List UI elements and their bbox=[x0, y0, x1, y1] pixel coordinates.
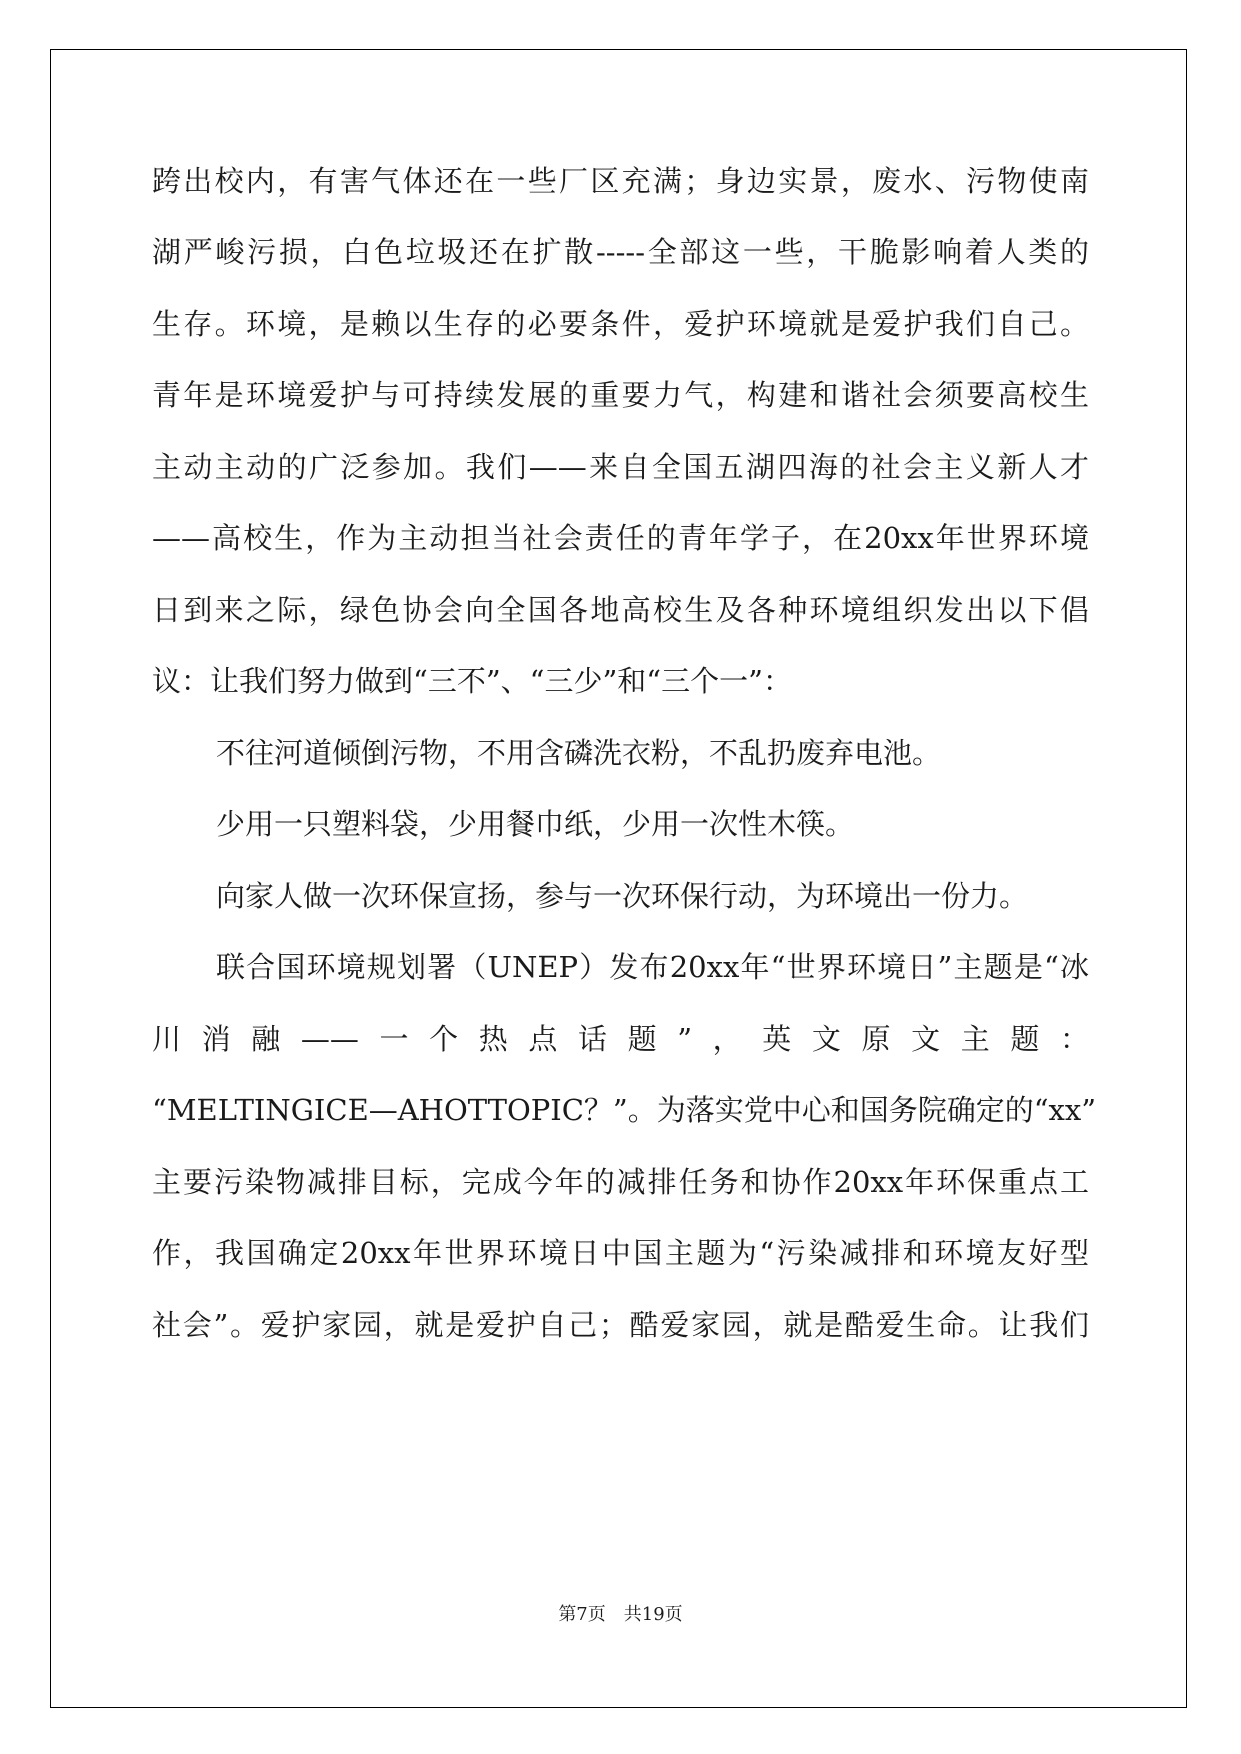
text-line: 议：让我们努力做到“三不”、“三少”和“三个一”： bbox=[152, 664, 792, 698]
page-total: 共19页 bbox=[623, 1604, 683, 1625]
text-line: 主要污染物减排目标，完成今年的减排任务和协作20xx年环保重点工 bbox=[152, 1165, 1089, 1199]
text-line: 跨出校内，有害气体还在一些厂区充满；身边实景，废水、污物使南 bbox=[152, 164, 1089, 198]
text-line: ——高校生，作为主动担当社会责任的青年学子，在20xx年世界环境 bbox=[152, 521, 1089, 555]
text-line: 不往河道倾倒污物，不用含磷洗衣粉，不乱扔废弃电池。 bbox=[216, 736, 942, 770]
text-line: 主动主动的广泛参加。我们——来自全国五湖四海的社会主义新人才 bbox=[152, 450, 1089, 484]
text-line: 川消融——一个热点话题”，英文原文主题： bbox=[152, 1022, 1089, 1056]
text-line: “MELTINGICE—AHOTTOPIC？”。为落实党中心和国务院确定的“xx” bbox=[152, 1093, 1097, 1127]
text-line: 联合国环境规划署（UNEP）发布20xx年“世界环境日”主题是“冰 bbox=[216, 950, 1089, 984]
text-line: 湖严峻污损，白色垃圾还在扩散-----全部这一些，干脆影响着人类的 bbox=[152, 235, 1089, 269]
text-line: 作，我国确定20xx年世界环境日中国主题为“污染减排和环境友好型 bbox=[152, 1236, 1089, 1270]
text-line: 生存。环境，是赖以生存的必要条件，爱护环境就是爱护我们自己。 bbox=[152, 307, 1089, 341]
text-line: 日到来之际，绿色协会向全国各地高校生及各种环境组织发出以下倡 bbox=[152, 593, 1089, 627]
page-footer bbox=[0, 1600, 1241, 1626]
text-line: 社会”。爱护家园，就是爱护自己；酷爱家园，就是酷爱生命。让我们 bbox=[152, 1308, 1089, 1342]
text-line: 向家人做一次环保宣扬，参与一次环保行动，为环境出一份力。 bbox=[216, 879, 1029, 913]
page-number: 第7页 bbox=[558, 1604, 606, 1625]
text-line: 少用一只塑料袋，少用餐巾纸，少用一次性木筷。 bbox=[216, 807, 855, 841]
text-line: 青年是环境爱护与可持续发展的重要力气，构建和谐社会须要高校生 bbox=[152, 378, 1089, 412]
